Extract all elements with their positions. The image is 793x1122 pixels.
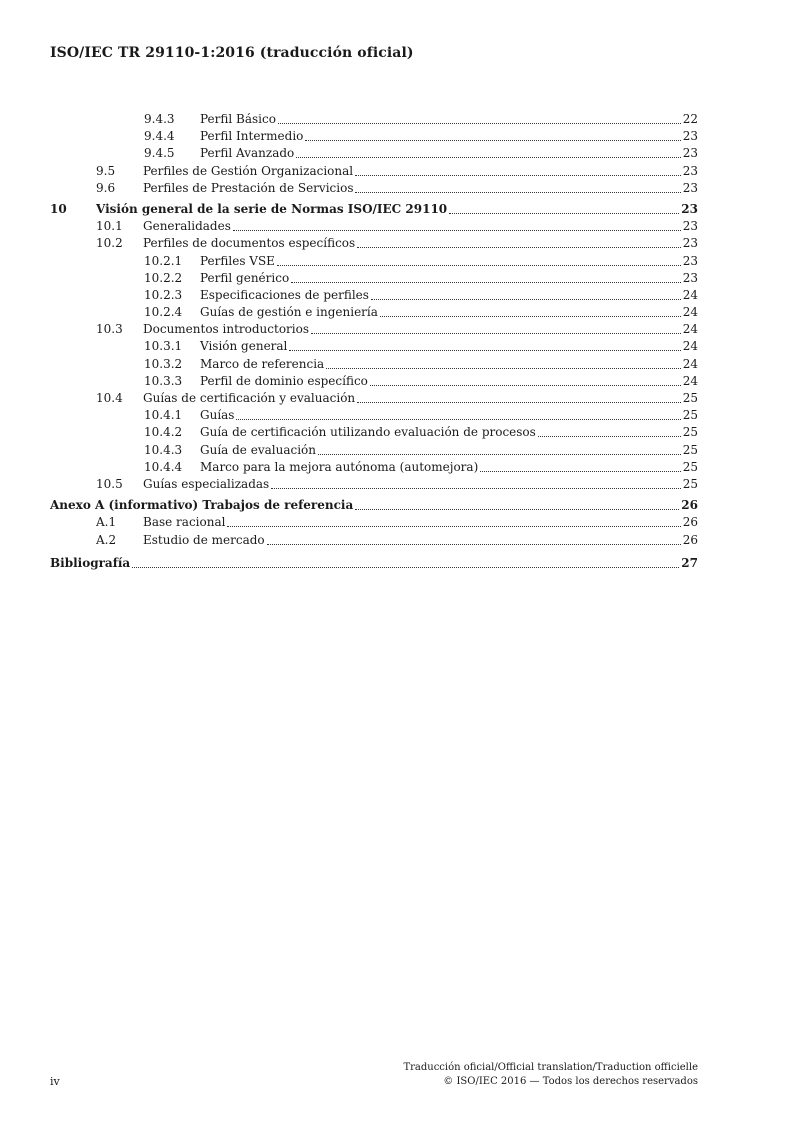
toc-entry-number: 9.4.3 <box>144 112 175 126</box>
toc-entry-title: Guías de certificación y evaluación <box>143 391 356 405</box>
toc-entry-page: 24 <box>682 305 698 320</box>
toc-entry-page: 22 <box>682 112 698 126</box>
toc-entry[interactable] <box>50 476 698 493</box>
dot-leader <box>291 282 681 283</box>
toc-entry-number: 10.2.1 <box>144 253 183 268</box>
dot-leader <box>227 526 680 527</box>
toc-entry-title: Perfil Básico <box>200 112 276 126</box>
toc-entry[interactable] <box>50 287 698 304</box>
toc-entry-title: Marco para la mejora autónoma (automejora) <box>200 459 479 474</box>
toc-entry-number: 10.2.2 <box>144 270 183 285</box>
toc-entry-title: Perfil Intermedio <box>200 129 304 144</box>
toc-entry-number: 10.2.4 <box>144 305 183 320</box>
toc-entry-number: 10.2 <box>96 236 123 251</box>
toc-entry-number: 10.5 <box>96 476 123 491</box>
toc-entry-number: 10.4 <box>96 391 123 405</box>
dot-leader <box>371 299 681 300</box>
toc-entry[interactable] <box>50 128 698 145</box>
toc-entry-page: 25 <box>682 408 698 423</box>
dot-leader <box>380 316 681 317</box>
dot-leader <box>357 402 681 403</box>
toc-entry-number: 10.4.4 <box>144 459 183 474</box>
toc-entry-page: 24 <box>682 356 698 371</box>
toc-entry[interactable] <box>50 497 698 514</box>
toc-entry[interactable] <box>50 201 698 218</box>
toc-entry-page: 24 <box>682 322 698 337</box>
toc-entry-title: Perfiles de documentos específicos <box>143 236 356 251</box>
toc-entry-title: Guías especializadas <box>143 476 270 491</box>
toc-entry-number: 10.4.1 <box>144 408 183 423</box>
dot-leader <box>278 123 681 124</box>
dot-leader <box>132 567 679 568</box>
toc-entry-number: 9.4.4 <box>144 129 175 144</box>
toc-entry-title: Guías <box>200 408 235 423</box>
toc-entry-page: 24 <box>682 373 698 388</box>
toc-entry-page: 25 <box>682 391 698 405</box>
dot-leader <box>449 213 679 214</box>
toc-entry[interactable] <box>50 235 698 252</box>
toc-entry-title: Visión general de la serie de Normas ISO/IEC 29110 <box>96 201 448 216</box>
dot-leader <box>326 368 681 369</box>
toc-entry-number: A.2 <box>96 532 117 547</box>
toc-entry-number: 10.3.3 <box>144 373 183 388</box>
toc-entry-title: Perfiles de Prestación de Servicios <box>143 180 354 195</box>
toc-entry[interactable] <box>50 338 698 355</box>
toc-entry[interactable] <box>50 424 698 441</box>
table-of-contents <box>50 111 698 572</box>
toc-entry-number: 10.4.2 <box>144 425 183 440</box>
toc-entry-number: 9.4.5 <box>144 146 175 161</box>
dot-leader <box>318 454 681 455</box>
toc-entry-page: 23 <box>682 180 698 195</box>
dot-leader <box>271 488 681 489</box>
toc-entry-page: 24 <box>682 339 698 354</box>
toc-entry-page: 23 <box>682 270 698 285</box>
dot-leader <box>236 419 680 420</box>
toc-entry[interactable] <box>50 442 698 459</box>
toc-entry-page: 25 <box>682 476 698 491</box>
toc-entry-title: Anexo A (informativo) Trabajos de referencia <box>50 498 354 513</box>
toc-entry-title: Marco de referencia <box>200 356 325 371</box>
toc-entry-title: Guías de gestión e ingeniería <box>200 305 378 320</box>
toc-entry[interactable] <box>50 390 698 407</box>
toc-entry-number: 10.4.3 <box>144 442 183 457</box>
dot-leader <box>370 385 681 386</box>
toc-entry[interactable] <box>50 459 698 476</box>
toc-entry-page: 23 <box>682 129 698 144</box>
translation-note: Traducción oficial/Official translation/Traduction officielle <box>403 1062 698 1073</box>
toc-entry-page: 25 <box>682 425 698 440</box>
toc-entry-number: 10.3.1 <box>144 339 183 354</box>
toc-entry-page: 24 <box>682 287 698 302</box>
dot-leader <box>538 436 681 437</box>
toc-entry[interactable] <box>50 373 698 390</box>
toc-entry-page: 23 <box>682 219 698 234</box>
dot-leader <box>355 509 679 510</box>
dot-leader <box>305 140 680 141</box>
toc-entry-title: Especificaciones de perfiles <box>200 287 369 302</box>
toc-entry-title: Perfiles de Gestión Organizacional <box>143 163 354 178</box>
toc-entry[interactable] <box>50 111 698 128</box>
dot-leader <box>289 350 680 351</box>
toc-entry-title: Perfil Avanzado <box>200 146 295 161</box>
dot-leader <box>277 265 681 266</box>
dot-leader <box>355 175 681 176</box>
dot-leader <box>296 157 680 158</box>
toc-entry-title: Perfiles VSE <box>200 253 275 268</box>
toc-entry[interactable] <box>50 321 698 338</box>
toc-entry-number: 10.3.2 <box>144 356 183 371</box>
toc-entry-page: 25 <box>682 459 698 474</box>
toc-entry-page: 25 <box>682 442 698 457</box>
toc-entry-title: Base racional <box>143 515 226 530</box>
toc-entry[interactable] <box>50 180 698 197</box>
toc-entry-title: Documentos introductorios <box>143 322 310 337</box>
toc-entry[interactable] <box>50 218 698 235</box>
dot-leader <box>311 333 681 334</box>
toc-entry-page: 26 <box>681 498 698 513</box>
dot-leader <box>355 192 680 193</box>
toc-entry[interactable] <box>50 253 698 270</box>
toc-entry-number: 10.2.3 <box>144 287 183 302</box>
toc-entry-number: 9.6 <box>96 180 116 195</box>
toc-entry-title: Bibliografía <box>50 555 131 570</box>
page-number: iv <box>50 1075 60 1088</box>
toc-entry-page: 23 <box>681 201 698 216</box>
toc-entry-page: 26 <box>682 532 698 547</box>
toc-entry-title: Perfil genérico <box>200 270 290 285</box>
toc-entry-page: 23 <box>682 253 698 268</box>
toc-entry-title: Guía de certificación utilizando evaluación de procesos <box>200 425 536 440</box>
toc-entry-page: 23 <box>682 236 698 251</box>
toc-entry-number: 10 <box>50 201 67 216</box>
toc-entry[interactable] <box>50 163 698 180</box>
toc-entry-title: Perfil de dominio específico <box>200 373 368 388</box>
toc-entry-number: 9.5 <box>96 163 116 178</box>
toc-entry-number: 10.3 <box>96 322 123 337</box>
toc-entry-title: Estudio de mercado <box>143 532 265 547</box>
footer-notice <box>403 1061 698 1089</box>
toc-entry[interactable] <box>50 304 698 321</box>
copyright-notice: © ISO/IEC 2016 — Todos los derechos reservados <box>443 1076 698 1087</box>
toc-entry-page: 27 <box>681 555 698 570</box>
toc-entry[interactable] <box>50 555 698 572</box>
toc-entry[interactable] <box>50 532 698 549</box>
toc-entry-page: 26 <box>682 515 698 530</box>
dot-leader <box>480 471 680 472</box>
dot-leader <box>267 544 681 545</box>
toc-entry[interactable] <box>50 356 698 373</box>
document-header: ISO/IEC TR 29110-1:2016 (traducción oficial) <box>50 45 414 61</box>
toc-entry[interactable] <box>50 145 698 162</box>
dot-leader <box>357 247 681 248</box>
dot-leader <box>233 230 681 231</box>
toc-entry-page: 23 <box>682 163 698 178</box>
toc-entry-title: Generalidades <box>143 219 231 234</box>
toc-entry-number: 10.1 <box>96 219 123 234</box>
toc-entry[interactable] <box>50 270 698 287</box>
toc-entry-title: Visión general <box>200 339 288 354</box>
toc-entry-page: 23 <box>682 146 698 161</box>
toc-entry[interactable] <box>50 407 698 424</box>
toc-entry[interactable] <box>50 514 698 531</box>
toc-entry-title: Guía de evaluación <box>200 442 316 457</box>
toc-entry-number: A.1 <box>96 515 117 530</box>
